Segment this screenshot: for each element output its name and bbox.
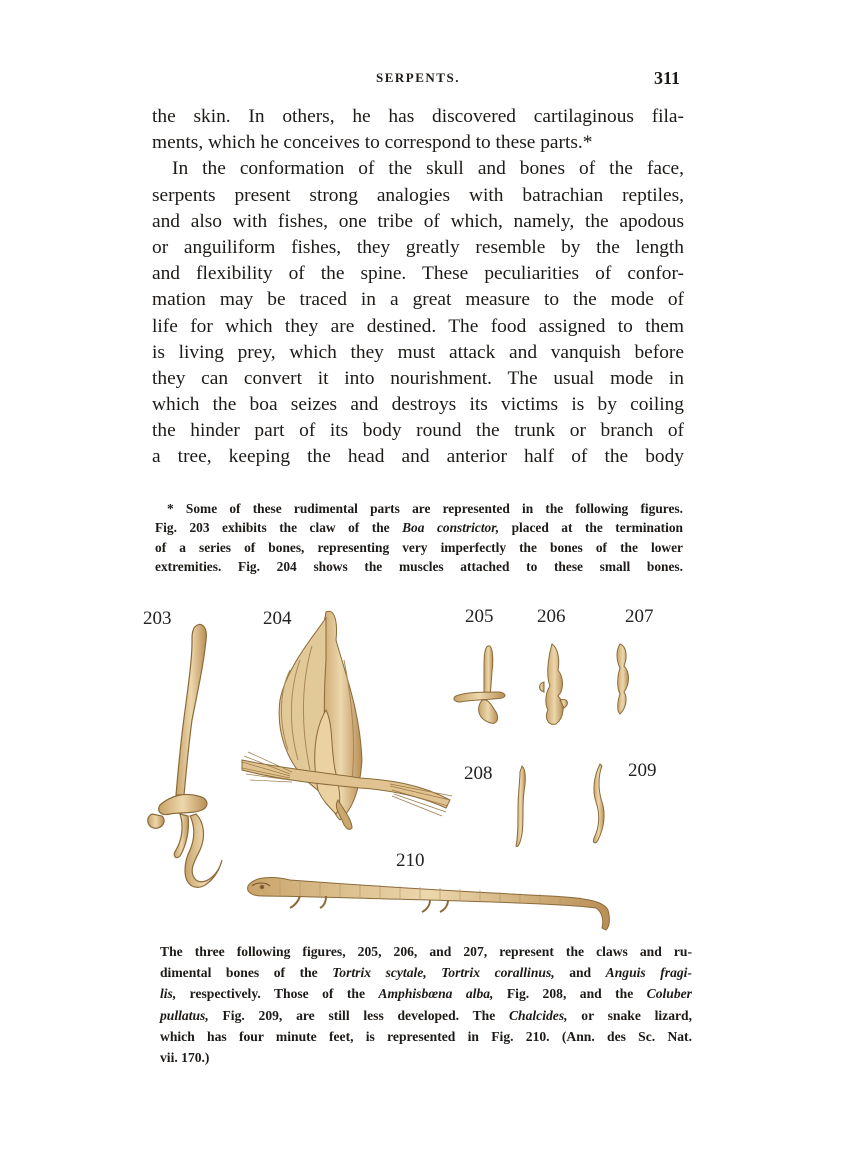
figure-caption [160,941,692,1068]
fig-203-label: 203 [143,608,172,629]
fig-210-chalcides-illustration [248,878,610,930]
body-line: In the conformation of the skull and bones of the face, [172,158,684,180]
body-line: and flexibility of the spine. These peculiarities of confor- [152,263,684,285]
caption-line: dimental bones of the Tortrix scytale, Tortrix corallinus, and Anguis fragi- [160,965,692,981]
fig-204-muscles-illustration [242,611,452,829]
fig-206-label: 206 [537,606,566,627]
body-line: they can convert it into nourishment. The usual mode in [152,367,684,389]
body-text [152,104,684,471]
running-head [152,68,684,92]
running-title: SERPENTS. [376,70,460,85]
fig-207-label: 207 [625,606,654,627]
footnote-line: of a series of bones, representing very imperfectly the bones of the lower [155,539,683,555]
figure-plate [130,600,690,935]
footnote-line: * Some of these rudimental parts are represented in the following figures. [167,501,683,516]
species-name: Boa constrictor, [402,520,500,536]
body-line: the skin. In others, he has discovered cartilaginous fila- [152,106,684,127]
fig-208-bone-illustration [516,766,525,847]
body-line: life for which they are destined. The food assigned to them [152,315,684,337]
caption-line: pullatus, Fig. 209, are still less developed. The Chalcides, or snake lizard, [160,1007,692,1023]
fig-206-claw-illustration [540,644,568,724]
body-line: and also with fishes, one tribe of which, namely, the apodous [152,210,684,232]
body-line: ments, which he conceives to correspond to these parts.* [152,132,593,154]
footnote-line: Fig. 203 exhibits the claw of the Boa constrictor, placed at the termination [155,520,683,536]
body-line: mation may be traced in a great measure to the mode of [152,289,684,311]
fig-209-bone-illustration [593,764,604,843]
bone-illustrations [130,600,690,935]
fig-203-claw-illustration [148,624,222,887]
body-line: which the boa seizes and destroys its victims is by coiling [152,394,684,416]
caption-line: The three following figures, 205, 206, and 207, represent the claws and ru- [160,944,692,959]
fig-207-claw-illustration [617,644,629,714]
fig-210-label: 210 [396,850,425,871]
page-number: 311 [653,68,680,88]
fig-209-label: 209 [628,760,657,781]
caption-line: which has four minute feet, is represented in Fig. 210. (Ann. des Sc. Nat. [160,1028,692,1044]
fig-204-label: 204 [263,608,292,629]
caption-line: vii. 170.) [160,1050,210,1066]
body-line: a tree, keeping the head and anterior half of the body [152,446,684,468]
body-line: the hinder part of its body round the trunk or branch of [152,420,684,442]
fig-205-label: 205 [465,606,494,627]
body-line: serpents present strong analogies with batrachian reptiles, [152,184,684,206]
footnote [155,499,683,577]
body-line: is living prey, which they must attack and vanquish before [152,341,684,363]
caption-line: lis, respectively. Those of the Amphisbœna alba, Fig. 208, and the Coluber [160,986,692,1002]
fig-205-claw-illustration [454,646,505,723]
fig-208-label: 208 [464,763,493,784]
body-line: or anguiliform fishes, they greatly resemble by the length [152,236,684,258]
footnote-line: extremities. Fig. 204 shows the muscles attached to these small bones. [155,559,683,575]
